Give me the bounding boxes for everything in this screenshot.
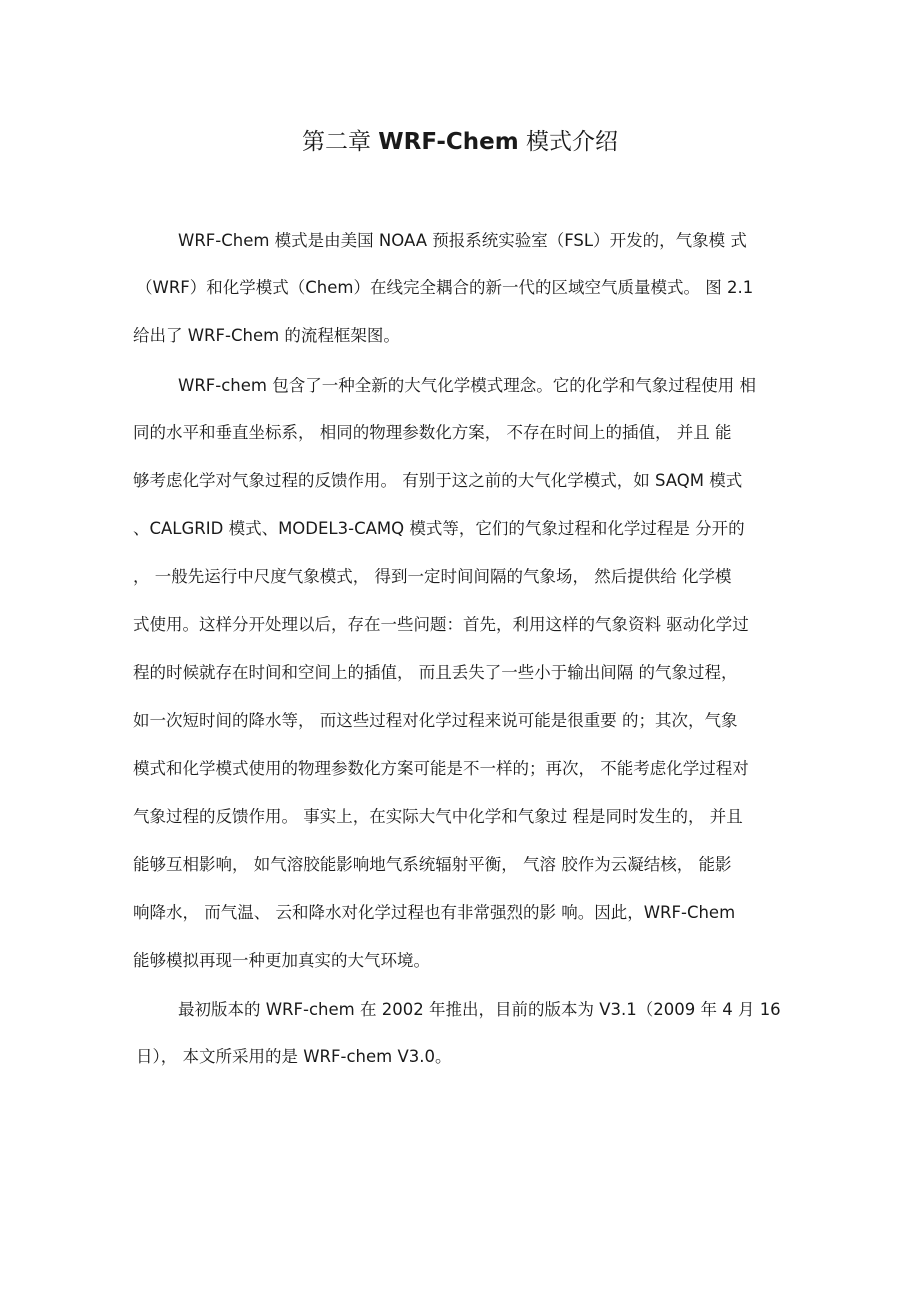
paragraph-line: 给出了 WRF-Chem 的流程框架图。 — [133, 326, 400, 345]
paragraph-line: 够考虑化学对气象过程的反馈作用。 有别于这之前的大气化学模式，如 SAQM 模式 — [133, 471, 743, 490]
paragraph-line: 能够互相影响， 如气溶胶能影响地气系统辐射平衡， 气溶 胶作为云凝结核， 能影 — [133, 855, 732, 874]
paragraph-line: （WRF）和化学模式（Chem）在线完全耦合的新一代的区域空气质量模式。 图 2.1 — [136, 278, 754, 297]
chapter-title-suffix: 模式介绍 — [526, 129, 619, 155]
paragraph-line: ， 一般先运行中尺度气象模式， 得到一定时间间隔的气象场， 然后提供给 化学模 — [133, 567, 732, 586]
chapter-title — [0, 122, 920, 162]
paragraph-line: 能够模拟再现一种更加真实的大气环境。 — [133, 951, 430, 970]
paragraph-line: 响降水， 而气温、 云和降水对化学过程也有非常强烈的影 响。因此，WRF-Chem — [133, 903, 736, 922]
paragraph-line: 模式和化学模式使用的物理参数化方案可能是不一样的；再次， 不能考虑化学过程对 — [133, 759, 749, 778]
paragraph-line: 式使用。这样分开处理以后，存在一些问题：首先，利用这样的气象资料 驱动化学过 — [133, 615, 749, 634]
paragraph-line: 程的时候就存在时间和空间上的插值， 而且丢失了一些小于输出间隔 的气象过程， — [133, 663, 738, 682]
paragraph-line: 日）， 本文所采用的是 WRF-chem V3.0。 — [136, 1047, 452, 1066]
chapter-title-model: WRF-Chem — [378, 129, 519, 155]
paragraph-line: WRF-Chem 模式是由美国 NOAA 预报系统实验室（FSL）开发的，气象模 式 — [178, 231, 747, 250]
paragraph-line: 气象过程的反馈作用。 事实上，在实际大气中化学和气象过 程是同时发生的， 并且 — [133, 807, 743, 826]
paragraph-line: 、CALGRID 模式、MODEL3-CAMQ 模式等，它们的气象过程和化学过程是 分开的 — [133, 519, 745, 538]
paragraph-line: 最初版本的 WRF-chem 在 2002 年推出，目前的版本为 V3.1（2009 年 4 月 16 — [178, 1000, 781, 1019]
paragraph-line: WRF-chem 包含了一种全新的大气化学模式理念。它的化学和气象过程使用 相 — [178, 376, 756, 395]
chapter-title-prefix: 第二章 — [301, 129, 371, 155]
paragraph-line: 同的水平和垂直坐标系， 相同的物理参数化方案， 不存在时间上的插值， 并且 能 — [133, 423, 732, 442]
paragraph-line: 如一次短时间的降水等， 而这些过程对化学过程来说可能是很重要 的；其次，气象 — [133, 711, 738, 730]
